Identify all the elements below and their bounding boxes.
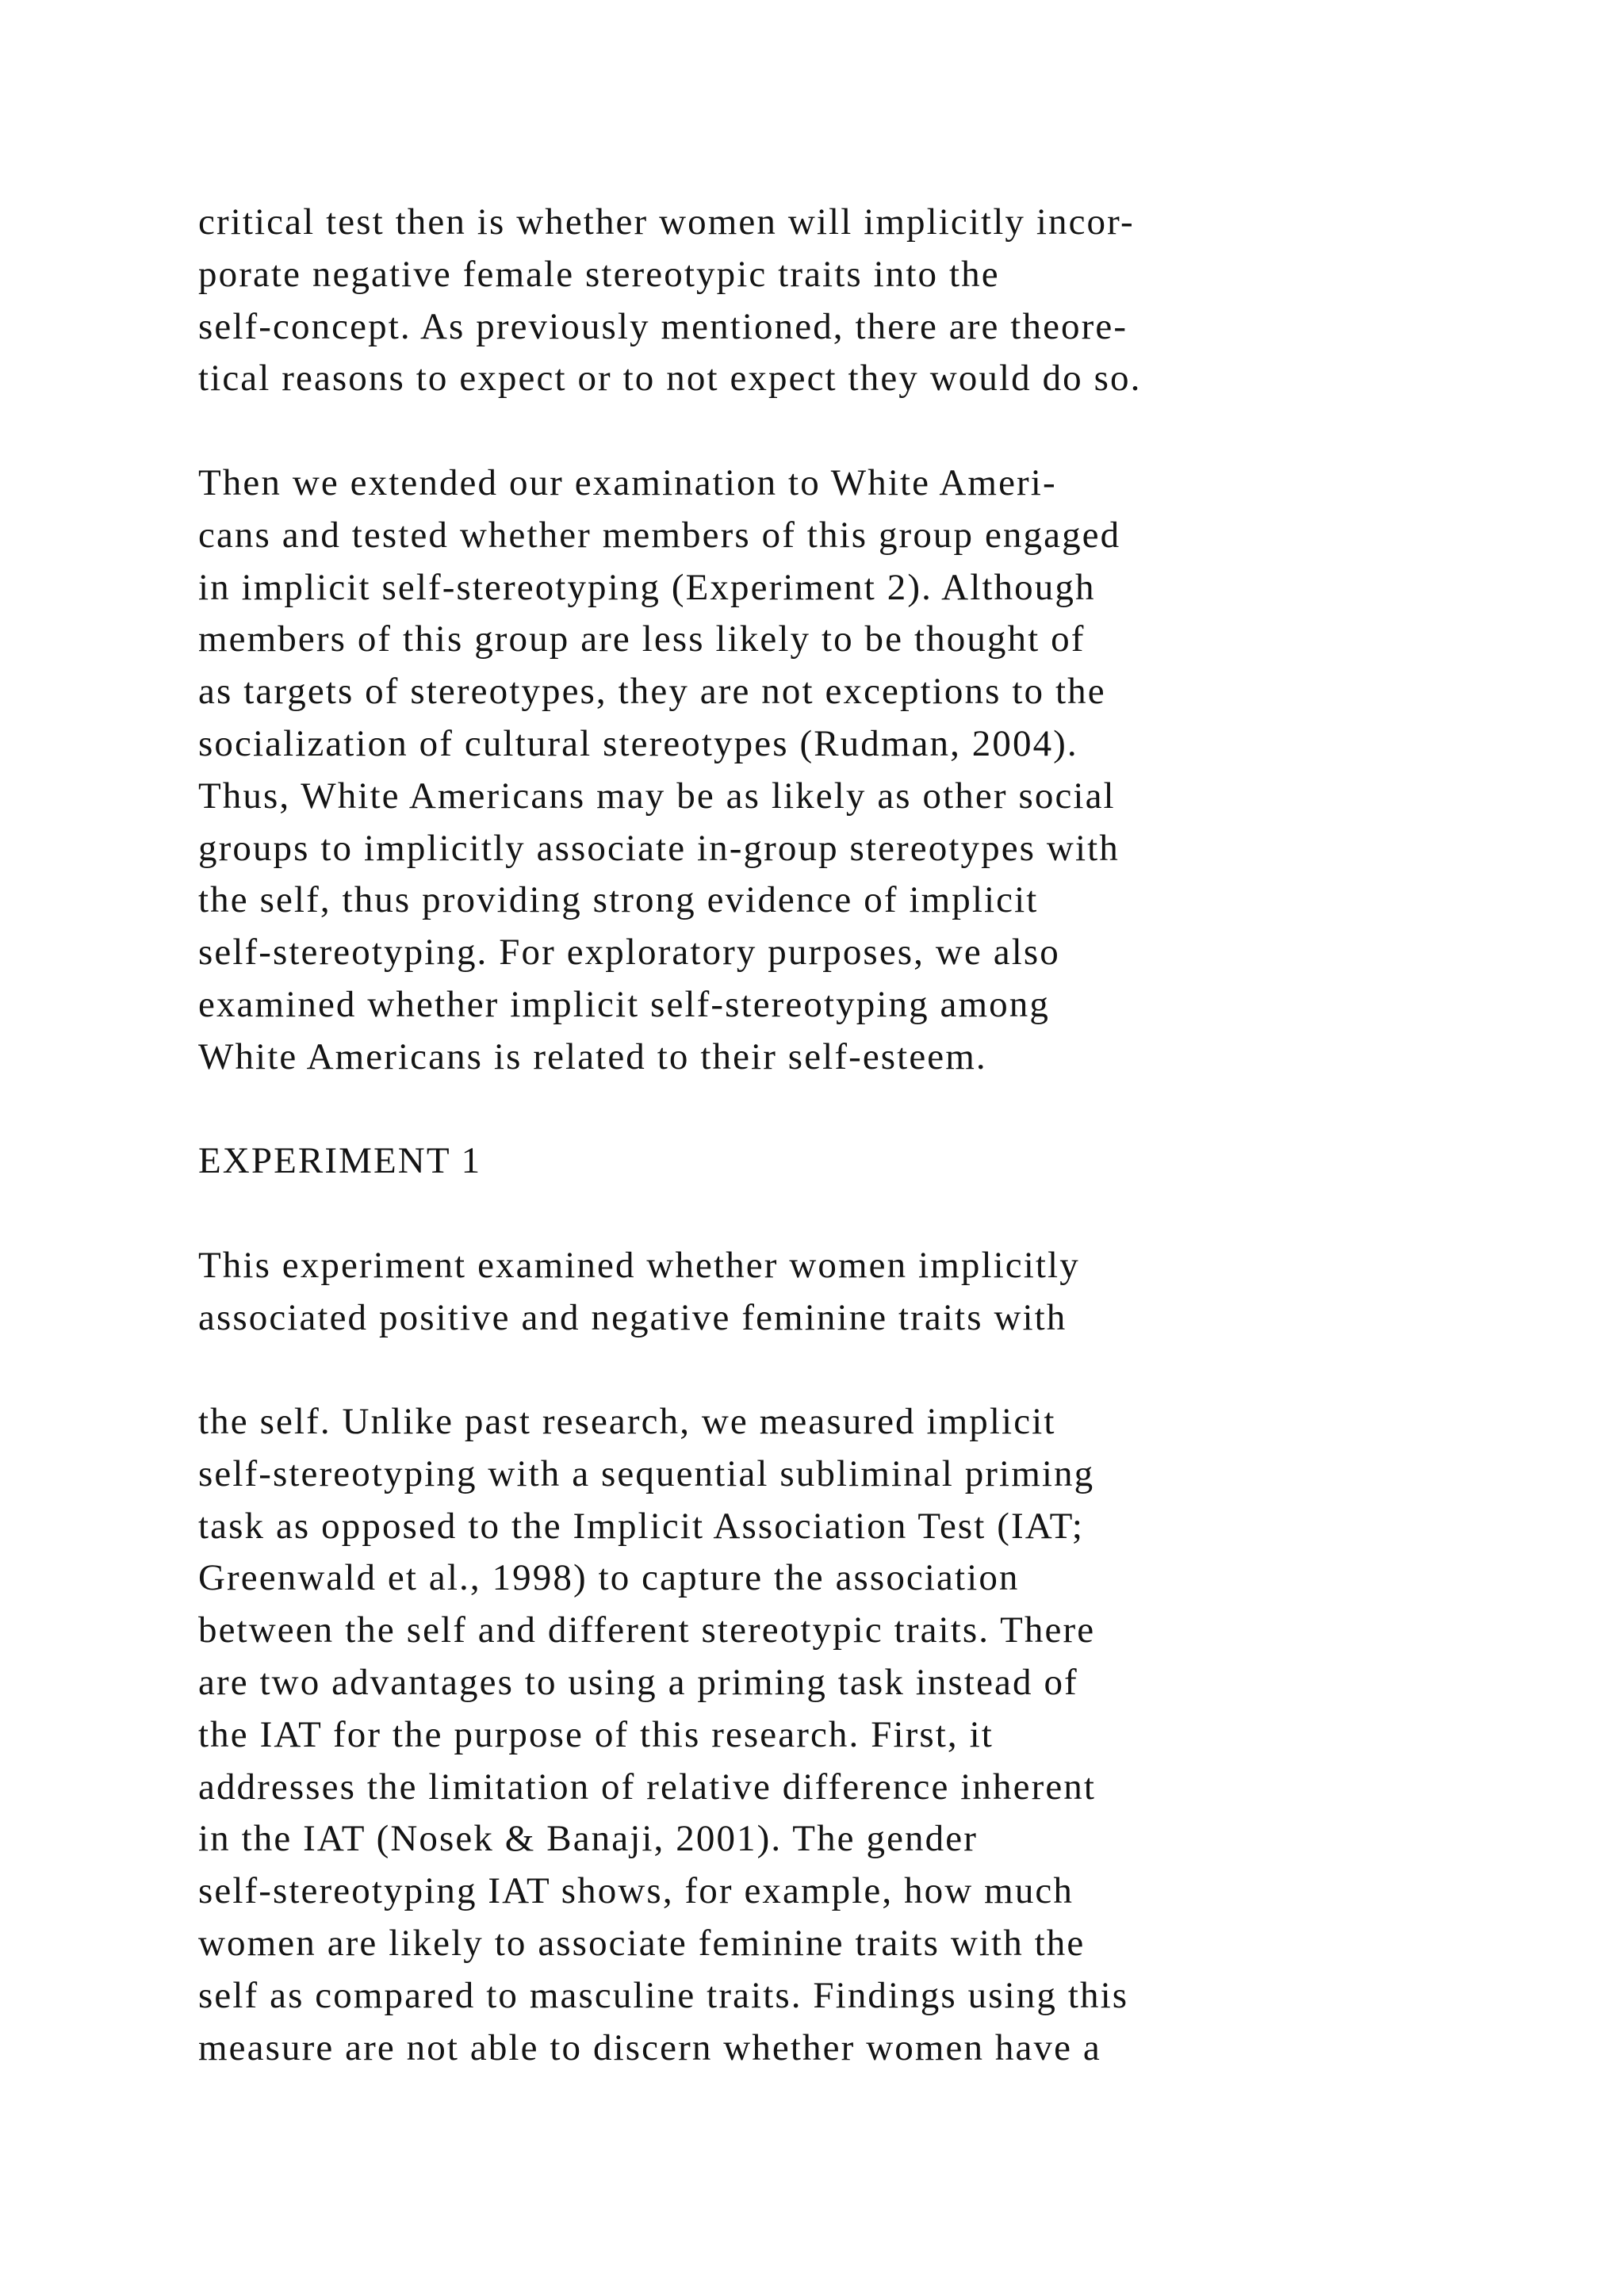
text-line: in implicit self-stereotyping (Experiment 2). Although	[198, 566, 1096, 608]
heading-text: EXPERIMENT 1	[198, 1140, 482, 1181]
text-line: This experiment examined whether women implicitly	[198, 1245, 1080, 1286]
text-line: between the self and different stereotypic traits. There	[198, 1609, 1096, 1651]
text-line: the self. Unlike past research, we measured implicit	[198, 1401, 1056, 1442]
text-line: White Americans is related to their self-esteem.	[198, 1035, 987, 1077]
paragraph-experiment-intro	[198, 1240, 1546, 1345]
text-line: critical test then is whether women will implicitly incor-	[198, 201, 1135, 243]
text-line: self-concept. As previously mentioned, there are theore-	[198, 305, 1128, 347]
text-line: Greenwald et al., 1998) to capture the association	[198, 1557, 1020, 1599]
text-line: the self, thus providing strong evidence of implicit	[198, 879, 1039, 921]
text-line: porate negative female stereotypic traits into the	[198, 253, 1000, 295]
text-line: self as compared to masculine traits. Findings using this	[198, 1974, 1129, 2016]
text-line: examined whether implicit self-stereotyping among	[198, 983, 1050, 1025]
paragraph-white-americans	[198, 457, 1546, 1084]
text-line: tical reasons to expect or to not expect they would do so.	[198, 358, 1142, 400]
text-line: task as opposed to the Implicit Association Test (IAT;	[198, 1505, 1085, 1547]
text-line: as targets of stereotypes, they are not exceptions to the	[198, 671, 1106, 713]
text-line: socialization of cultural stereotypes (Rudman, 2004).	[198, 722, 1078, 764]
text-line: are two advantages to using a priming task instead of	[198, 1661, 1078, 1703]
text-line: Thus, White Americans may be as likely as other social	[198, 775, 1116, 817]
text-line: self-stereotyping. For exploratory purposes, we also	[198, 932, 1060, 974]
text-line: Then we extended our examination to White Ameri-	[198, 462, 1057, 503]
text-line: self-stereotyping IAT shows, for example, how much	[198, 1870, 1074, 1912]
text-line: the IAT for the purpose of this research. First, it	[198, 1713, 994, 1755]
text-line: groups to implicitly associate in-group stereotypes with	[198, 827, 1120, 869]
text-line: in the IAT (Nosek & Banaji, 2001). The gender	[198, 1818, 978, 1860]
paragraph-priming-task	[198, 1396, 1546, 2074]
text-line: members of this group are less likely to be thought of	[198, 618, 1086, 660]
text-line: self-stereotyping with a sequential subliminal priming	[198, 1452, 1095, 1494]
section-heading-experiment-1	[198, 1135, 1546, 1188]
text-line: cans and tested whether members of this group engaged	[198, 514, 1121, 556]
paragraph-critical-test	[198, 197, 1546, 405]
text-line: addresses the limitation of relative difference inherent	[198, 1766, 1097, 1808]
text-line: measure are not able to discern whether women have a	[198, 2026, 1101, 2068]
text-line: women are likely to associate feminine traits with the	[198, 1922, 1086, 1964]
text-line: associated positive and negative feminine traits with	[198, 1296, 1067, 1338]
